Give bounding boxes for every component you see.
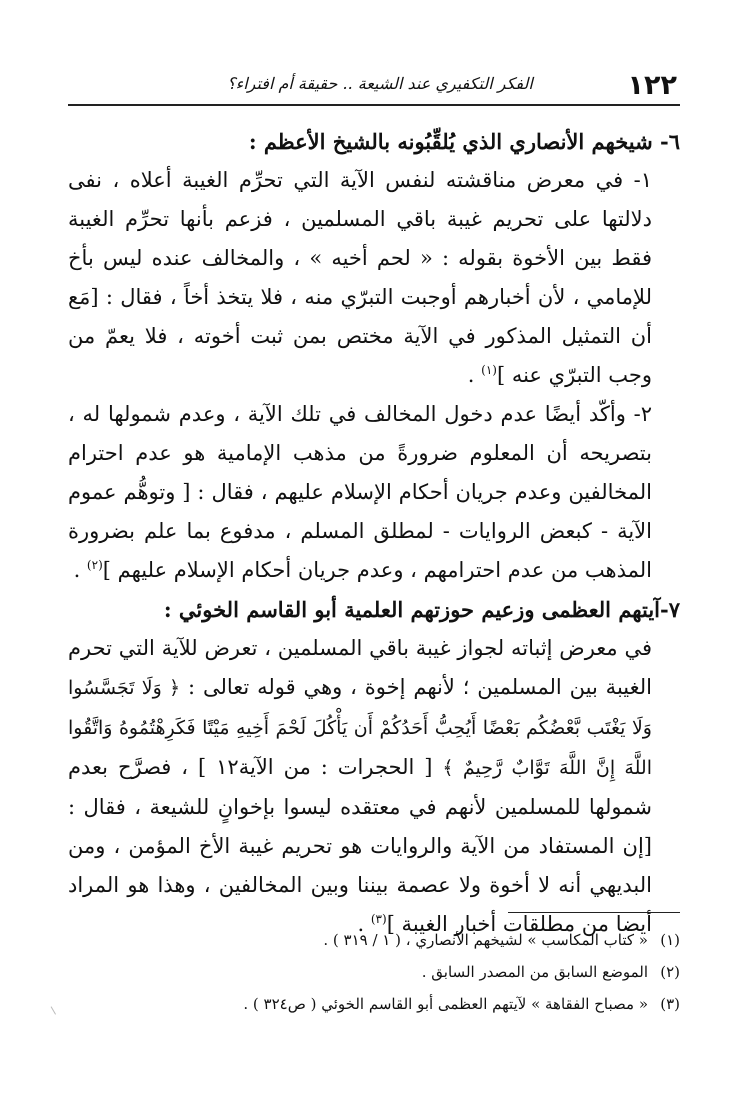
footnote-text: الموضع السابق من المصدر السابق . <box>421 963 648 981</box>
paragraph-end: . <box>73 558 87 582</box>
paragraph-text: ١- في معرض مناقشته لنفس الآية التي تحرِّم الغيبة أعلاه ، نفى دلالتها على تحريم غيبة باقي المسلمين ، فزعم بأنها تحرِّم الغيبة فقط بين الأخوة بقوله : « لحم أخيه » ، والمخالف عنده ليس بأخ للإمامي ، لأن أخبارهم أوجبت التبرّي منه ، فلا يتخذ أخاً ، فقال : [مَع أن التمثيل المذكور في الآية مختص بمن ثبت أخوته ، فلا يعمّ من وجب التبرّي عنه ] <box>68 168 652 387</box>
page-header <box>0 66 755 108</box>
footnote-ref-3[interactable]: (٣) <box>370 912 387 926</box>
paragraph-end: . <box>357 912 371 936</box>
paragraph-7-1 <box>68 629 680 944</box>
paragraph-text: ٢- وأكّد أيضًا عدم دخول المخالف في تلك الآية ، وعدم شمولها له ، بتصريحه أن المعلوم ضرورةً من مذهب الإمامية هو عدم احترام المخالفين وعدم جريان أحكام الإسلام عليهم ، فقال : [ وتوهُّم عموم الآية - كبعض الروايات - لمطلق المسلم ، مدفوع بما علم بضرورة المذهب من عدم احترامهم ، وعدم جريان أحكام الإسلام عليهم ] <box>68 402 652 582</box>
paragraph-6-2 <box>68 395 680 590</box>
page-body <box>68 122 680 944</box>
page-mark <box>51 1000 67 1014</box>
footnote-number: (٣) <box>660 995 680 1013</box>
footnote-number: (٢) <box>660 963 680 981</box>
footnotes <box>120 924 680 1020</box>
footnote-text: « كتاب المكاسب » لشيخهم الأنصاري ، ( ١ / ٣١٩ ) . <box>323 931 648 949</box>
footnote-ref-2[interactable]: (٢) <box>86 558 103 572</box>
footnote-number: (١) <box>660 931 680 949</box>
quran-verse: ﴿ وَلَا تَجَسَّسُوا وَلَا يَغْتَب بَّعْضُكُم بَعْضًا أَيُحِبُّ أَحَدُكُمْ أَن يَأْكُلَ لَحْمَ أَخِيهِ مَيْتًا فَكَرِهْتُمُوهُ وَاتَّقُوا اللَّهَ إِنَّ اللَّهَ تَوَّابٌ رَّحِيمٌ ﴾ <box>68 677 652 779</box>
header-divider <box>68 104 680 106</box>
footnote-3 <box>120 988 680 1020</box>
paragraph-6-1 <box>68 161 680 395</box>
paragraph-text-continued: [ الحجرات : من الآية١٢ ] ، فصرَّح بعدم شمولها للمسلمين لأنهم في معتقده ليسوا بإخوانٍ للشيعة ، فقال : [إن المستفاد من الآية والروايات هو تحريم غيبة الأخ المؤمن ، ومن البديهي أنه لا أخوة ولا عصمة بيننا وبين المخالفين ، وهذا هو المراد أيضا من مطلقات أخبار الغيبة ] <box>68 755 652 936</box>
section-heading-7: ٧-آيتهم العظمى وزعيم حوزتهم العلمية أبو القاسم الخوئي : <box>163 597 680 622</box>
section-heading-6: ٦- شيخهم الأنصاري الذي يُلقِّبُونه بالشيخ الأعظم : <box>248 129 680 154</box>
running-title: الفكر التكفيري عند الشيعة .. حقيقة أم افتراء؟ <box>227 74 533 93</box>
paragraph-end: . <box>467 363 482 387</box>
footnote-text: « مصباح الفقاهة » لآيتهم العظمى أبو القاسم الخوئي ( ص٣٢٤ ) . <box>243 995 648 1013</box>
footnote-1 <box>120 924 680 956</box>
footnote-2 <box>120 956 680 988</box>
footnote-divider <box>508 912 680 913</box>
footnote-ref-1[interactable]: (١) <box>481 363 497 377</box>
page-number: ١٢٢ <box>627 70 677 101</box>
paragraph-text: في معرض إثباته لجواز غيبة باقي المسلمين ، تعرض للآية التي تحرم الغيبة بين المسلمين ؛ لأنهم إخوة ، وهي قوله تعالى : <box>68 636 652 699</box>
